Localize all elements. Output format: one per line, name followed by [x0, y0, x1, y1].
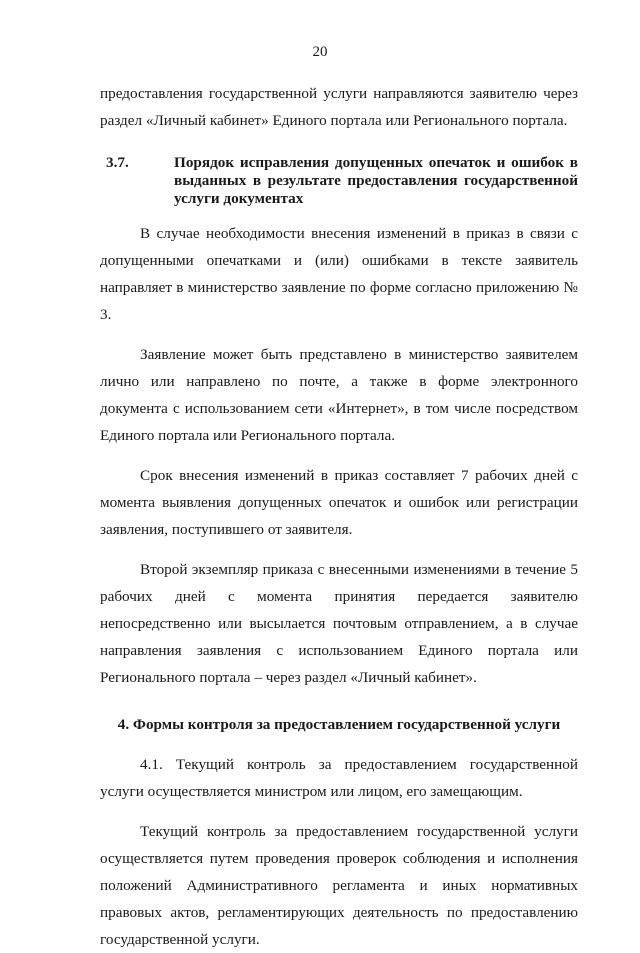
paragraph-correction-deadline: Срок внесения изменений в приказ составляет 7 рабочих дней с момента выявления допущенных опечаток и ошибок или регистрации заявления, поступившего от заявителя. [100, 467, 578, 538]
paragraph-correction-request: В случае необходимости внесения изменений в приказ в связи с допущенными опечатками и (или) ошибками в тексте заявитель направляет в министерство заявление по форме согласно приложению № 3. [100, 225, 578, 323]
document-body [100, 80, 578, 953]
paragraph-current-control: Текущий контроль за предоставлением государственной услуги осуществляется путем проведения проверок соблюдения и исполнения положений Административного регламента и иных нормативных правовых актов, регламентирующих деятельность по предоставлению государственной услуги. [100, 823, 578, 948]
subsection-heading-3-7 [100, 154, 578, 208]
subsection-title: Порядок исправления допущенных опечаток и ошибок в выданных в результате предоставления государственной услуги документах [174, 154, 578, 207]
paragraph-second-copy: Второй экземпляр приказа с внесенными изменениями в течение 5 рабочих дней с момента принятия передается заявителю непосредственно или высылается почтовым отправлением, а в случае направления заявления с использованием Единого портала или Регионального портала – через раздел «Личный кабинет». [100, 561, 578, 686]
paragraph-submission-methods: Заявление может быть представлено в министерство заявителем лично или направлено по почте, а также в форме электронного документа с использованием сети «Интернет», в том числе посредством Единого портала или Регионального портала. [100, 346, 578, 444]
paragraph-continuation: предоставления государственной услуги направляются заявителю через раздел «Личный кабинет» Единого портала или Регионального портала. [100, 85, 578, 129]
subsection-number: 3.7. [106, 154, 129, 171]
paragraph-4-1: 4.1. Текущий контроль за предоставлением государственной услуги осуществляется министром или лицом, его замещающим. [100, 756, 578, 800]
page-number: 20 [312, 44, 328, 60]
section-heading-4: 4. Формы контроля за предоставлением государственной услуги [117, 716, 561, 733]
